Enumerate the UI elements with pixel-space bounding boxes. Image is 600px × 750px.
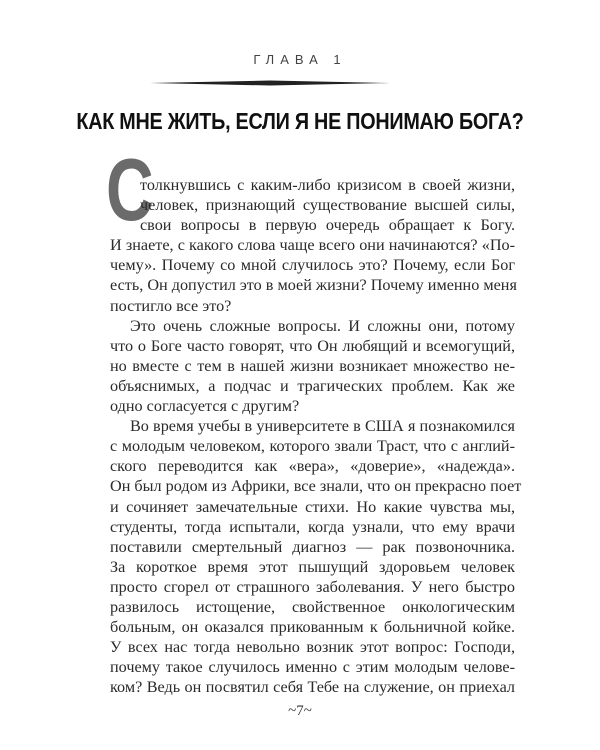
text-line: ком? Ведь он посвятил себя Тебе на служение, он приехал (110, 678, 515, 697)
text-line: чему». Почему со мной случилось это? Почему, если Бог (110, 256, 515, 275)
text-line: У всех нас тогда невольно возник этот вопрос: Господи, (110, 638, 515, 657)
text-line: постигло все это? (110, 296, 232, 315)
text-line: человек, признающий существование высшей силы, (140, 196, 515, 215)
ornament-divider (150, 80, 390, 86)
text-line: ского переводится как «вера», «доверие», «надежда». (110, 457, 515, 476)
text-line: Во время учебы в университете в США я познакомился (130, 417, 515, 436)
text-line: объяснимых, а подчас и трагических проблем. Как же (110, 376, 515, 395)
text-line: есть, Он допустил это в моей жизни? Почему именно меня (110, 276, 517, 295)
page-number: ~7~ (288, 703, 312, 719)
chapter-title: КАК МНЕ ЖИТЬ, ЕСЛИ Я НЕ ПОНИМАЮ БОГА? (76, 108, 524, 134)
text-line: поставили смертельный диагноз — рак позвоночника. (110, 537, 515, 556)
text-line: Он был родом из Африки, все знали, что он прекрасно поет (110, 477, 522, 496)
text-line: больным, он оказался прикованным к больничной койке. (110, 618, 515, 637)
text-line: но вместе с тем в нашей жизни возникает множество не- (110, 356, 515, 375)
text-line: с молодым человеком, которого звали Траст, что с англий- (110, 437, 515, 456)
chapter-label: ГЛАВА 1 (253, 52, 347, 67)
text-line: свои вопросы в первую очередь обращает к Богу. (140, 216, 515, 235)
text-line: развилось истощение, свойственное онкологическим (110, 597, 515, 616)
text-line: что о Боге часто говорят, что Он любящий и всемогущий, (110, 336, 515, 355)
text-line: И знаете, с какого слова чаще всего они начинаются? «По- (110, 236, 515, 255)
text-line: и сочиняет замечательные стихи. Но какие чувства мы, (110, 497, 515, 516)
text-line: почему такое случилось именно с этим молодым челове- (110, 658, 515, 677)
drop-cap: С (106, 140, 154, 239)
text-line: За короткое время этот пышущий здоровьем человек (110, 557, 515, 576)
text-line: Это очень сложные вопросы. И сложны они, потому (130, 316, 515, 335)
text-line: просто сгорел от страшного заболевания. У него быстро (110, 577, 515, 596)
text-line: студенты, тогда испытали, когда узнали, что ему врачи (110, 517, 515, 536)
body-text (110, 175, 522, 697)
text-line: одно согласуется с другим? (110, 397, 300, 416)
text-line: толкнувшись с каким-либо кризисом в своей жизни, (140, 176, 515, 194)
